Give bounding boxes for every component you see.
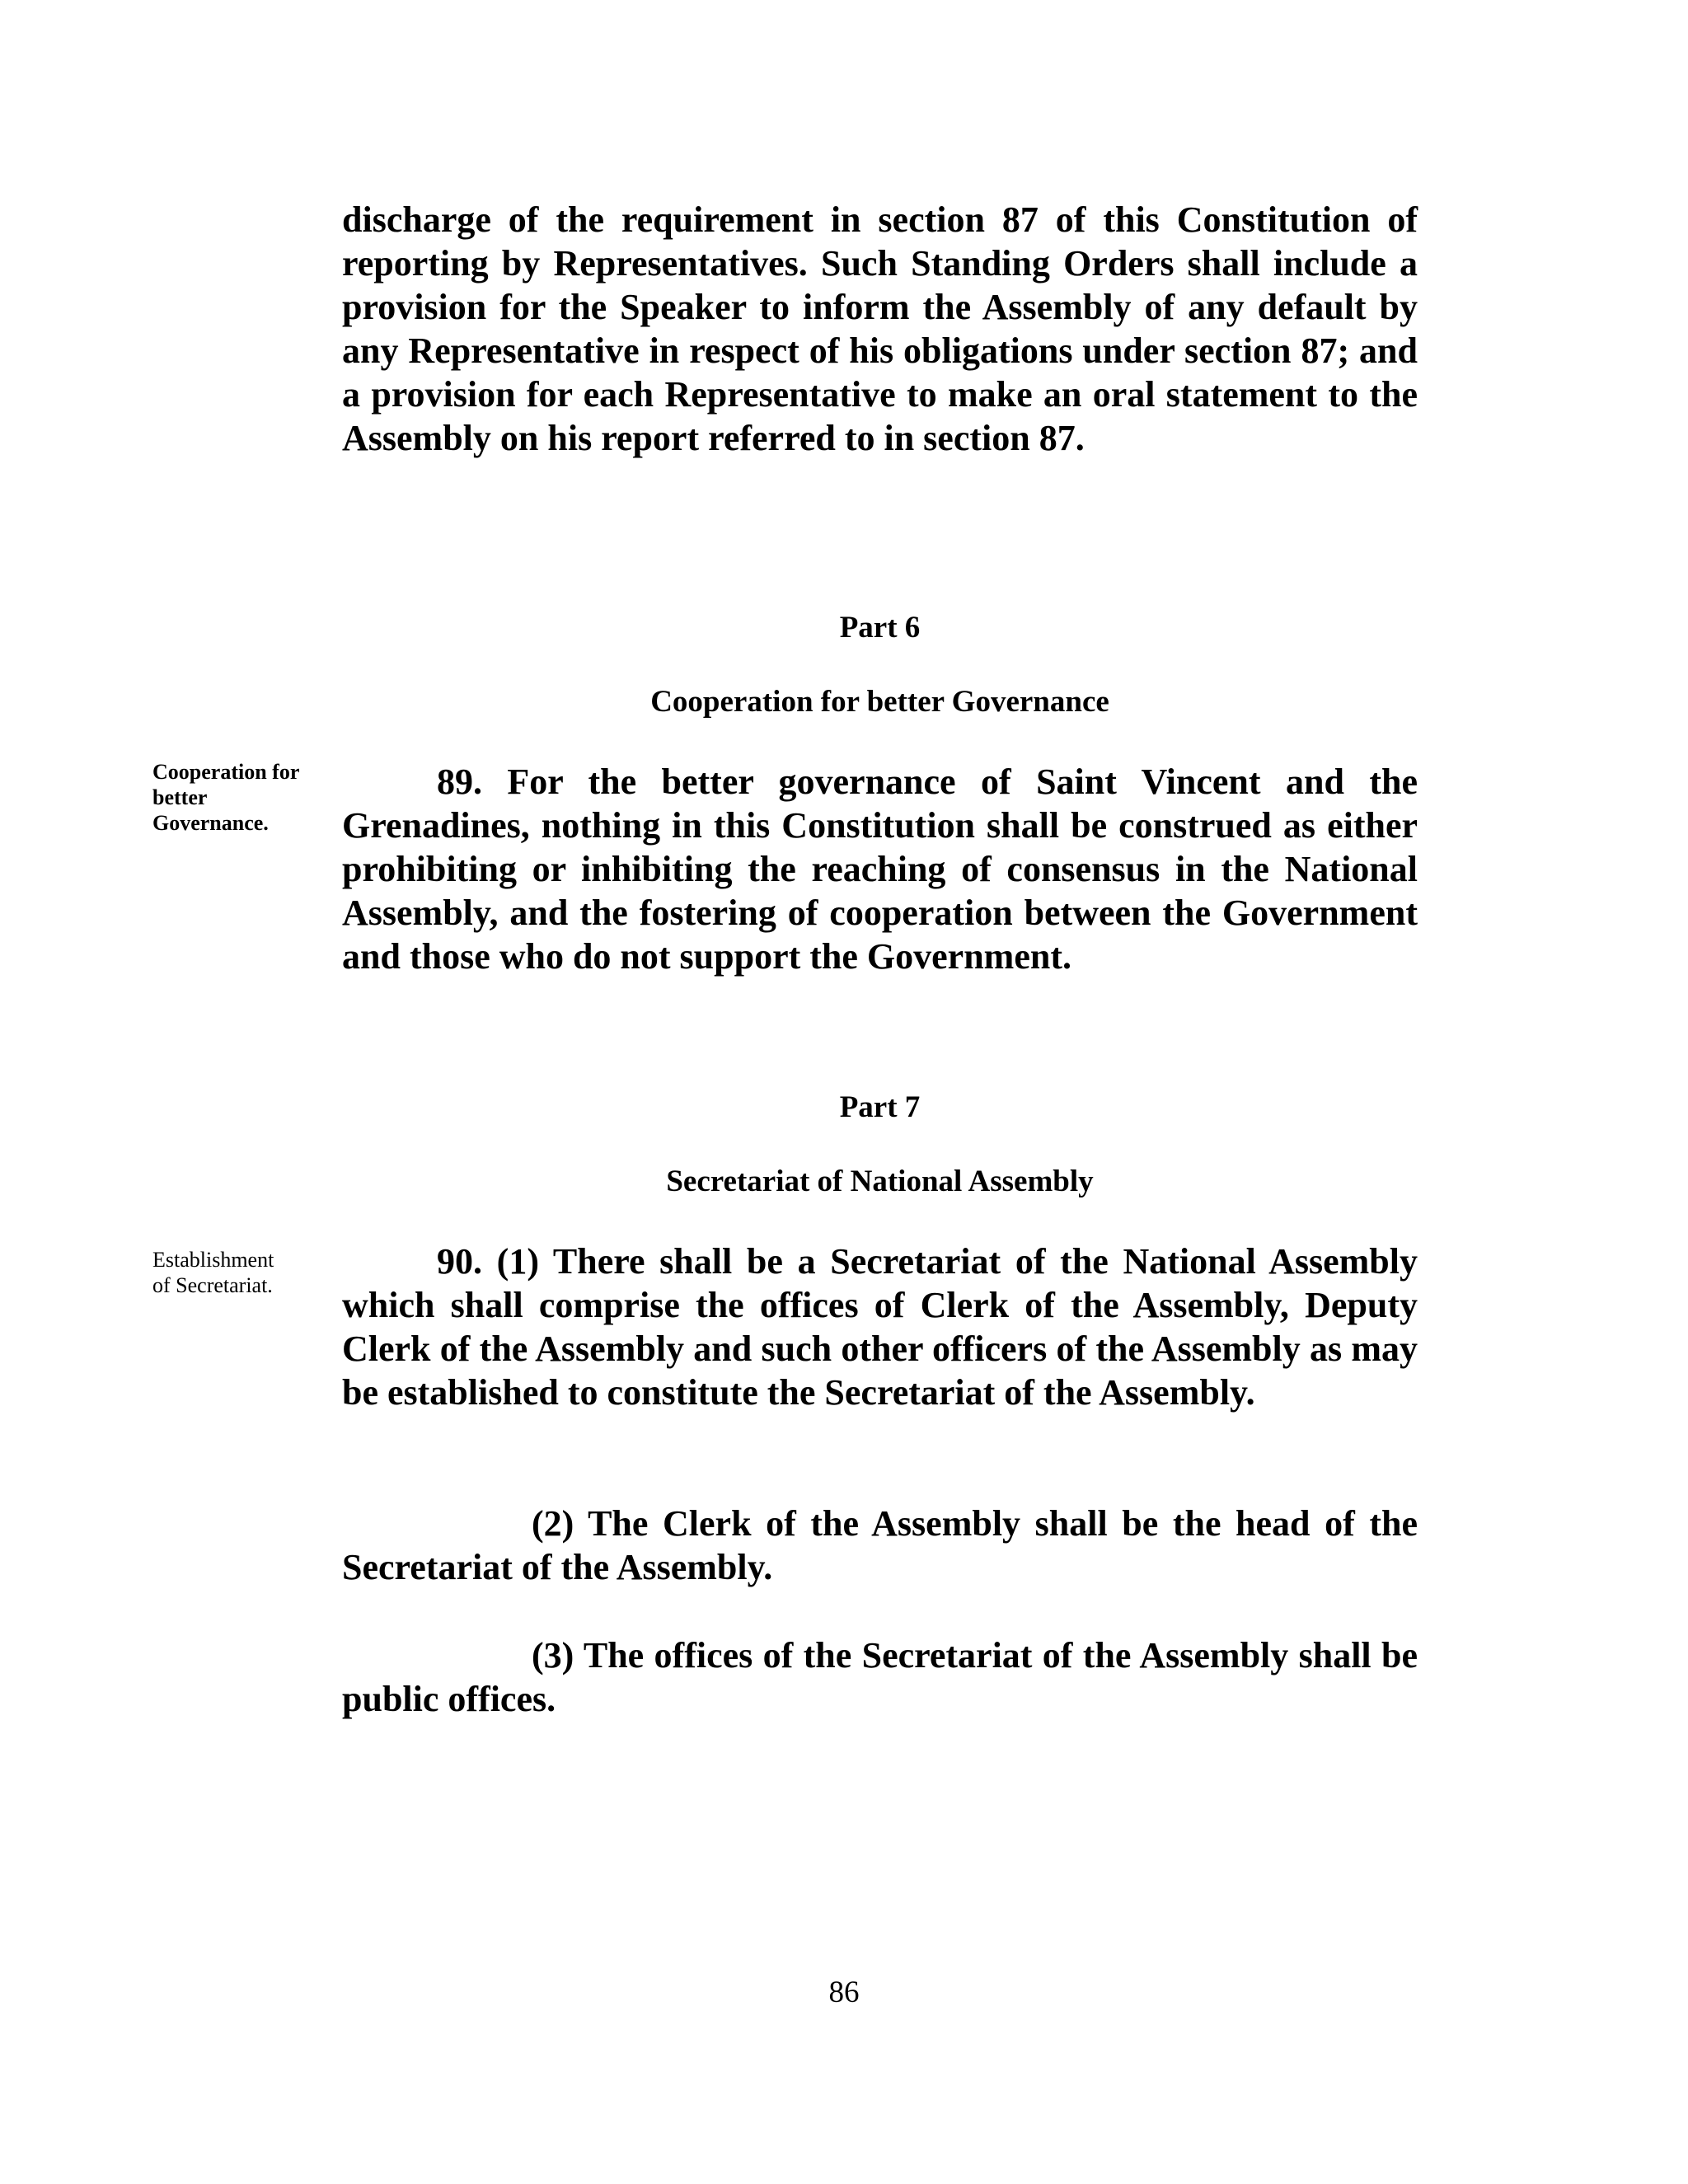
part-6-title: Cooperation for better Governance (650, 685, 1109, 719)
section-90-subsection-2: (2) The Clerk of the Assembly shall be the head of the Secretariat of the Assembly. (342, 1503, 1418, 1587)
margin-note-establishment: Establishment of Secretariat. (152, 1248, 274, 1297)
page-number: 86 (828, 1975, 860, 2009)
margin-note-cooperation: Cooperation for better Governance. (152, 760, 299, 835)
section-90-subsection-1: 90. (1) There shall be a Secretariat of the National Assembly which shall comprise the offices of Clerk of the Assembly, Deputy Clerk of the Assembly and such other officers of the Assembly as may be established to constitute the Secretariat of the Assembly. (342, 1241, 1418, 1413)
part-7-label: Part 7 (839, 1090, 921, 1124)
section-90-subsection-3: (3) The offices of the Secretariat of the Assembly shall be public offices. (342, 1635, 1418, 1719)
part-6-label: Part 6 (839, 611, 921, 644)
continuation-paragraph: discharge of the requirement in section 87 of this Constitution of reporting by Representatives. Such Standing Orders shall include a provision for the Speaker to inform the Assembly of any default by any Representative in respect of his obligations under section 87; and a provision for each Representative to make an oral statement to the Assembly on his report referred to in section 87. (342, 199, 1418, 458)
section-89: 89. For the better governance of Saint Vincent and the Grenadines, nothing in this Constitution shall be construed as either prohibiting or inhibiting the reaching of consensus in the National Assembly, and the fostering of cooperation between the Government and those who do not support the Government. (342, 762, 1418, 977)
part-7-title: Secretariat of National Assembly (666, 1165, 1094, 1198)
